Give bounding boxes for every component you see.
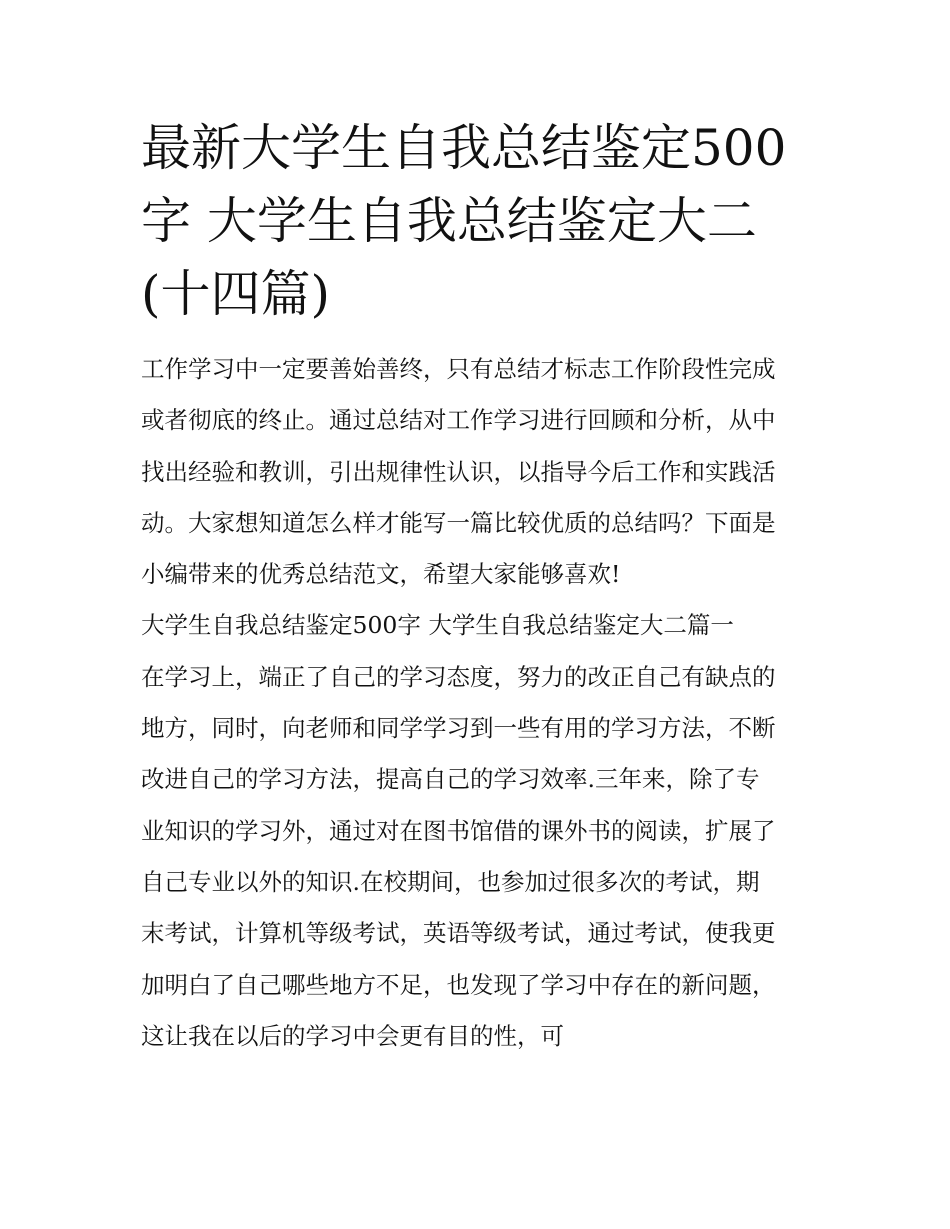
intro-line: 动。大家想知道怎么样才能写一篇比较优质的总结吗？下面是 xyxy=(141,508,776,537)
intro-line: 工作学习中一定要善始善终，只有总结才标志工作阶段性完成 xyxy=(141,355,776,383)
body-line: 业知识的学习外，通过对在图书馆借的课外书的阅读，扩展了 xyxy=(141,816,776,845)
body-paragraph xyxy=(141,652,813,1062)
body-line: 自己专业以外的知识.在校期间，也参加过很多次的考试，期 xyxy=(141,867,760,896)
body-line: 末考试，计算机等级考试，英语等级考试，通过考试，使我更 xyxy=(141,919,776,948)
title-line-1: 最新大学生自我总结鉴定500 xyxy=(141,119,787,177)
title-line-2: 字 大学生自我总结鉴定大二 xyxy=(141,192,757,250)
intro-paragraph xyxy=(141,344,813,600)
intro-line: 小编带来的优秀总结范文，希望大家能够喜欢! xyxy=(141,560,621,589)
body-line: 这让我在以后的学习中会更有目的性，可 xyxy=(141,1021,564,1050)
body-line: 改进自己的学习方法，提高自己的学习效率.三年来，除了专 xyxy=(141,765,760,794)
document-title xyxy=(141,112,813,331)
body-line: 在学习上，端正了自己的学习态度，努力的改正自己有缺点的 xyxy=(141,662,776,691)
section-heading: 大学生自我总结鉴定500字 大学生自我总结鉴定大二篇一 xyxy=(141,611,734,640)
intro-line: 找出经验和教训，引出规律性认识，以指导今后工作和实践活 xyxy=(141,457,776,486)
title-line-3: (十四篇) xyxy=(141,265,331,323)
intro-line: 或者彻底的终止。通过总结对工作学习进行回顾和分析，从中 xyxy=(141,406,776,435)
document-content xyxy=(141,112,813,1062)
body-line: 加明白了自己哪些地方不足，也发现了学习中存在的新问题， xyxy=(141,970,776,999)
body-line: 地方，同时，向老师和同学学习到一些有用的学习方法，不断 xyxy=(141,714,776,743)
